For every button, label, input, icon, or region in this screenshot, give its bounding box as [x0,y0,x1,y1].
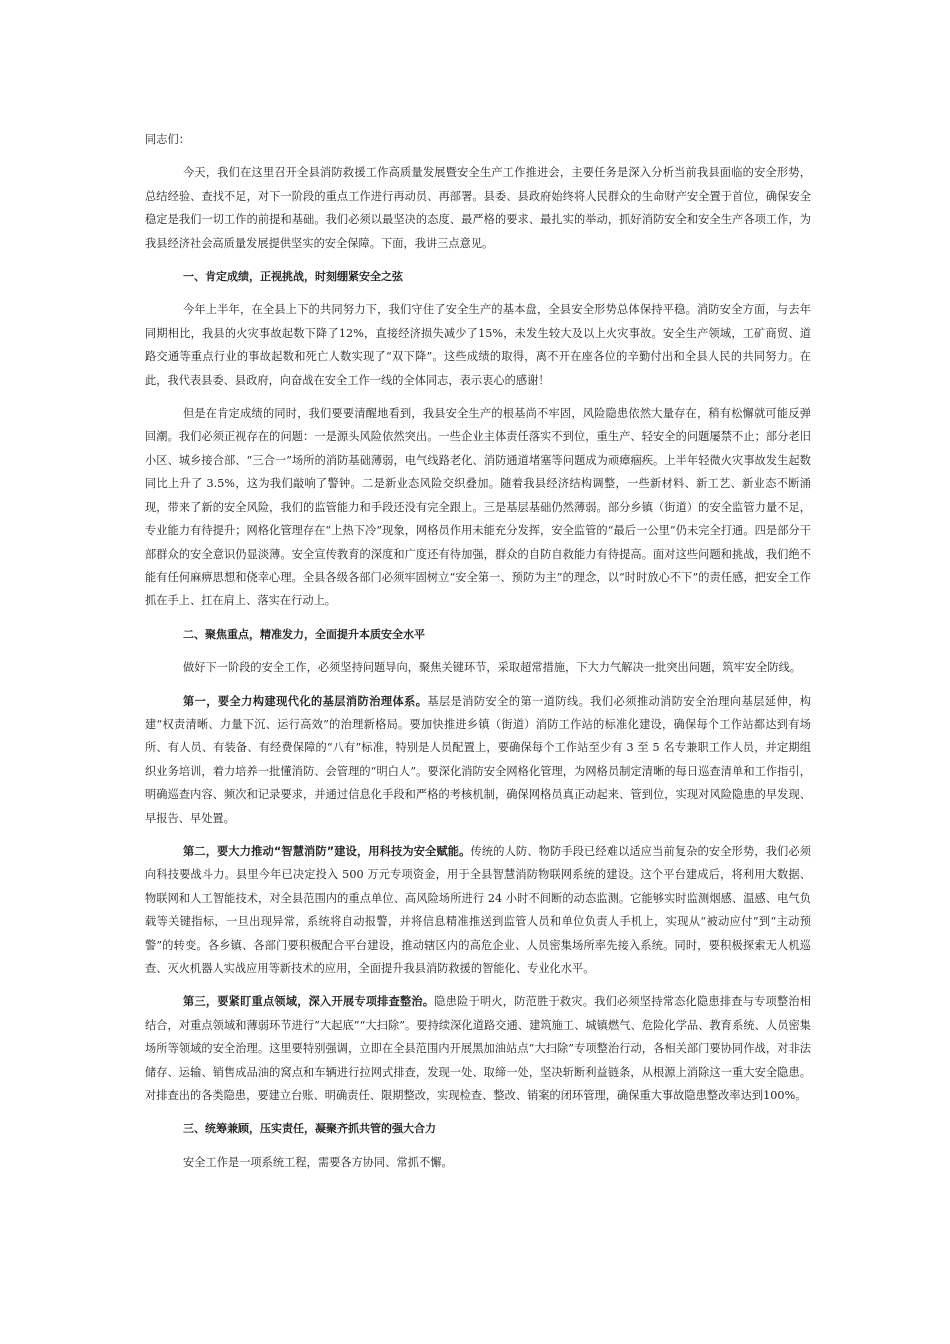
item-2-lead: 第二，要大力推动“智慧消防”建设，用科技为安全赋能。 [183,844,471,858]
salutation: 同志们： [145,133,190,146]
section-3-heading: 三、统筹兼顾，压实责任，凝聚齐抓共管的强大合力 [183,1122,436,1136]
item-3-lead: 第三，要紧盯重点领域，深入开展专项排查整治。 [183,995,435,1009]
item-1-lead: 第一，要全力构建现代化的基层消防治理体系。 [183,694,428,708]
section-2-item-2 [145,840,811,980]
section-1-paragraph-2: 但是在肯定成绩的同时，我们要要清醒地看到，我县安全生产的根基尚不牢固，风险隐患依然大量存在，稍有松懈就可能反弹回潮。我们必须正视存在的问题：一是源头风险依然突出。一些企业主体责任落实不到位，重生产、轻安全的问题屡禁不止；部分老旧小区、城乡接合部、“三合一”场所的消防基础薄弱，电气线路老化、消防通道堵塞等问题成为顽瘴痼疾。上半年轻微火灾事故发生起数同比上升了 3.5%，这为我们敲响了警钟。二是新业态风险交织叠加。随着我县经济结构调整，一些新材料、新工艺、新业态不断涌现，带来了新的安全风险，我们的监管能力和手段还没有完全跟上。三是基层基础仍然薄弱。部分乡镇（街道）的安全监管力量不足，专业能力有待提升；网格化管理存在“上热下冷”现象，网格员作用未能充分发挥，安全监管的“最后一公里”仍未完全打通。四是部分干部群众的安全意识仍显淡薄。安全宣传教育的深度和广度还有待加强，群众的自防自救能力有待提高。面对这些问题和挑战，我们绝不能有任何麻痹思想和侥幸心理。全县各级各部门必须牢固树立“安全第一、预防为主”的理念，以“时时放心不下”的责任感，把安全工作抓在手上、扛在肩上、落实在行动上。 [145,407,811,608]
section-2-item-3 [145,990,811,1107]
item-2-body: 传统的人防、物防手段已经难以适应当前复杂的安全形势，我们必须向科技要战斗力。县里今年已决定投入 500 万元专项资金，用于全县智慧消防物联网系统的建设。这个平台建成后，将利用大数据、物联网和人工智能技术，对全县范围内的重点单位、高风险场所进行 24 小时不间断的动态监测。它能够实时监测烟感、温感、电气负载等关键指标，一旦出现异常，系统将自动报警，并将信息精准推送到监管人员和单位负责人手机上，实现从“被动应付”到“主动预警”的转变。各乡镇、各部门要积极配合平台建设，推动辖区内的高危企业、人员密集场所率先接入系统。同时，要积极探索无人机巡查、灭火机器人实战应用等新技术的应用，全面提升我县消防救援的智能化、专业化水平。 [145,844,811,975]
speech-document [145,128,811,1184]
section-1-paragraph-1: 今年上半年，在全县上下的共同努力下，我们守住了安全生产的基本盘，全县安全形势总体保持平稳。消防安全方面，与去年同期相比，我县的火灾事故起数下降了12%，直接经济损失减少了15%，未发生较大及以上火灾事故。安全生产领域，工矿商贸、道路交通等重点行业的事故起数和死亡人数实现了“双下降”。这些成绩的取得，离不开在座各位的辛勤付出和全县人民的共同努力。在此，我代表县委、县政府，向奋战在安全工作一线的全体同志，表示衷心的感谢！ [145,303,811,387]
item-3-body: 隐患险于明火，防范胜于救灾。我们必须坚持常态化隐患排查与专项整治相结合，对重点领域和薄弱环节进行“大起底”“大扫除”。要持续深化道路交通、建筑施工、城镇燃气、危险化学品、教育系统、人员密集场所等领域的安全治理。这里要特别强调，立即在全县范围内开展黑加油站点“大扫除”专项整治行动，各相关部门要协同作战，对非法储存、运输、销售成品油的窝点和车辆进行拉网式排查，发现一处、取缔一处，坚决斩断利益链条，从根源上消除这一重大安全隐患。对排查出的各类隐患，要建立台账、明确责任、限期整改，实现检查、整改、销案的闭环管理，确保重大事故隐患整改率达到100%。 [145,995,812,1103]
section-2-heading: 二、聚焦重点，精准发力，全面提升本质安全水平 [183,627,425,641]
section-3-intro: 安全工作是一项系统工程，需要各方协同、常抓不懈。 [183,1155,453,1169]
intro-paragraph: 今天，我们在这里召开全县消防救援工作高质量发展暨安全生产工作推进会，主要任务是深入分析当前我县面临的安全形势，总结经验、查找不足，对下一阶段的重点工作进行再动员、再部署。县委、县政府始终将人民群众的生命财产安全置于首位，确保安全稳定是我们一切工作的前提和基础。我们必须以最坚决的态度、最严格的要求、最扎实的举动，抓好消防安全和安全生产各项工作，为我县经济社会高质量发展提供坚实的安全保障。下面，我讲三点意见。 [145,166,811,250]
section-2-intro: 做好下一阶段的安全工作，必须坚持问题导向，聚焦关键环节，采取超常措施，下大力气解决一批突出问题，筑牢安全防线。 [183,661,802,675]
section-1-heading: 一、肯定成绩，正视挑战，时刻绷紧安全之弦 [183,270,403,284]
section-2-item-1 [145,690,811,830]
item-1-body: 基层是消防安全的第一道防线。我们必须推动消防安全治理向基层延伸，构建“权责清晰、力量下沉、运行高效”的治理新格局。要加快推进乡镇（街道）消防工作站的标准化建设，确保每个工作站都达到有场所、有人员、有装备、有经费保障的“八有”标准，特别是人员配置上，要确保每个工作站至少有 3 至 5 名专兼职工作人员，并定期组织业务培训，着力培养一批懂消防、会管理的“明白人”。要深化消防安全网格化管理，为网格员制定清晰的每日巡查清单和工作指引，明确巡查内容、频次和记录要求，并通过信息化手段和严格的考核机制，确保网格员真正动起来、管到位，实现对风险隐患的早发现、早报告、早处置。 [145,694,811,825]
